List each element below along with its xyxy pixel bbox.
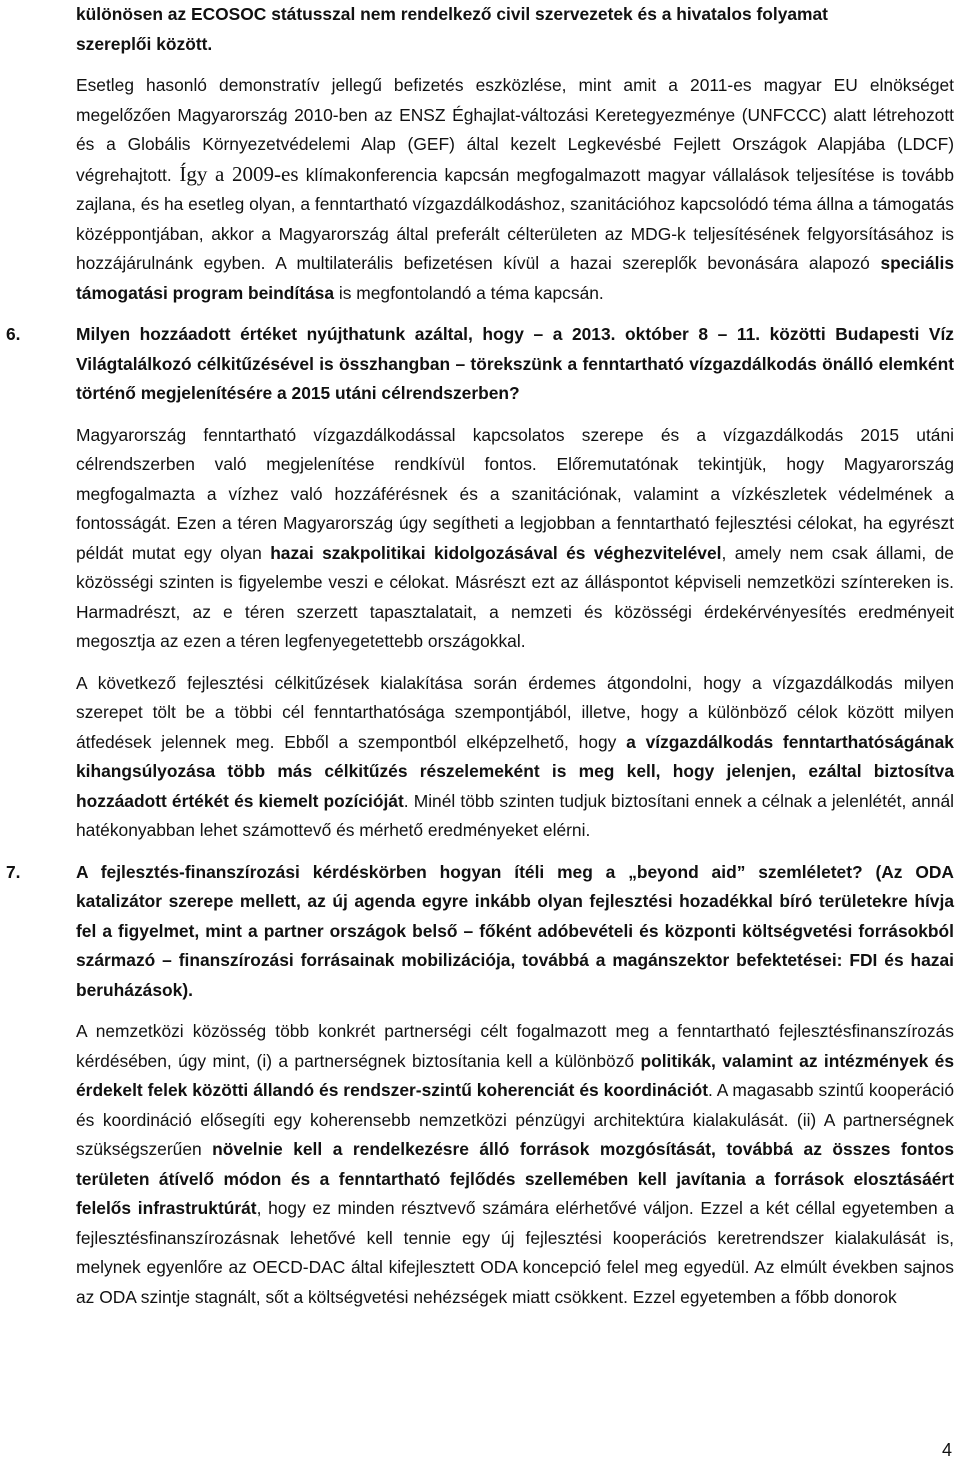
paragraph-3 bbox=[76, 669, 954, 846]
paragraph-3-text-a: A következő fejlesztési célkitűzések kialakítása során érdemes átgondolni, hogy a vízgazdálkodás milyen szerepet tölt be a többi cél fenntarthatósága szempontjából, illetve, hogy a különböző célok között milyen átfedések jelennek meg. Ebből a szempontból elképzelhető, hogy bbox=[76, 672, 954, 752]
question-7-text: A fejlesztés-finanszírozási kérdéskörben hogyan ítéli meg a „beyond aid” szemléletet? (Az ODA katalizátor szerepe mellett, az új agenda egyre inkább olyan fejlesztési hozadékkal bíró területekre hívja fel a figyelmet, mint a partner országok belső – főként adóbevételi és központi költségvetési forrásokból származó – finanszírozási forrásainak mobilizációja, továbbá a magánszektor befektetései: FDI és hazai beruházások). bbox=[76, 861, 954, 1000]
paragraph-1-text-c: klímakonferencia kapcsán megfogalmazott magyar vállalások teljesítése is tovább zajlana, és ha esetleg olyan, a fenntartható vízgazdálkodáshoz, szanitációhoz kapcsolódó téma állna a támogatás középpontjában, akkor a Magyarország által preferált célterületen az MDG-k teljesítésének felgyorsításához is hozzájárulnánk egyben. A multilaterális befizetésen kívül a hazai szereplők bevonására alapozó bbox=[76, 164, 954, 273]
question-6 bbox=[6, 320, 954, 409]
paragraph-2 bbox=[76, 421, 954, 657]
paragraph-4-bold-1: politikák, valamint az intézmények és érdekelt felek közötti állandó és rendszer-szintű koherenciát és koordinációt bbox=[76, 1050, 954, 1100]
page-number: 4 bbox=[941, 1440, 952, 1460]
paragraph-2-bold: hazai szakpolitikai kidolgozásával és véghezvitelével bbox=[270, 542, 722, 563]
paragraph-1-text-a: Esetleg hasonló demonstratív jellegű befizetés eszközlése, mint amit a 2011-es magyar EU elnökséget megelőzően Magyarország 2010-ben az ENSZ Éghajlat-változási Keretegyezménye (UNFCCC) alatt létrehozott és a Globális Környezetvédelemi Alap (GEF) által kezelt Legkevésbé Fejlett Országok Alapjába (LDCF) végrehajtott. bbox=[76, 75, 954, 185]
paragraph-4-text-a: A nemzetközi közösség több konkrét partnerségi célt fogalmazott meg a fenntartható fejlesztésfinanszírozás kérdésében, úgy mint, (i) a partnerségnek biztosítania kell a különböző bbox=[76, 1021, 954, 1071]
paragraph-3-text-c: . Minél több szinten tudjuk biztosítani ennek a célnak a jelenlétét, annál hatékonyabban lehet számottevő és mérhető eredményeket elérni. bbox=[76, 790, 954, 840]
paragraph-2-text-a: Magyarország fenntartható vízgazdálkodással kapcsolatos szerepe és a vízgazdálkodás 2015 utáni célrendszerben való megjelenítése rendkívül fontos. Előremutatónak tekintjük, hogy Magyarország megfogalmazta a vízhez való hozzáférésnek és a szanitációnak, valamint a vízkészletek védelmének a fontosságát. Ezen a téren Magyarország úgy segítheti a legjobban a fenntartható fejlesztési célokat, ha egyrészt példát mutat egy olyan bbox=[76, 424, 954, 563]
paragraph-1-text-e: is megfontolandó a téma kapcsán. bbox=[334, 282, 604, 303]
paragraph-4-bold-2: növelnie kell a rendelkezésre álló források mozgósítását, továbbá az összes fontos területen átívelő módon és a fenntartható fejlődés szellemében kell javítania a források elosztásáért felelős infrastruktúrát bbox=[76, 1139, 955, 1218]
paragraph-4 bbox=[76, 1017, 954, 1312]
intro-line-2: szereplői között. bbox=[76, 33, 213, 54]
paragraph-2-text-c: , amely nem csak állami, de közösségi szinten is figyelembe veszi e célokat. Másrészt ezt az álláspontot képviseli nemzetközi színtereken is. Harmadrészt, az e téren szerzett tapasztalatait, a nemzeti és közösségi érdekérvényesítés eredményeit megosztja az ezen a téren legfenyegetettebb országokkal. bbox=[76, 542, 954, 651]
paragraph-4-text-c: . A magasabb szintű kooperáció és koordináció elősegíti egy koherensebb nemzetközi pénzügyi architektúra kialakulását. (ii) A partnerségnek szükségszerűen bbox=[76, 1080, 954, 1159]
paragraph-4-text-e: , hogy ez minden résztvevő számára elérhetővé váljon. Ezzel a két céllal egyetemben a fejlesztésfinanszírozásnak lehetővé kell tennie egy új fejlesztési kooperációs keretrendszer kialakulását is, melynek egyenlőre az OECD-DAC által kifejlesztett ODA koncepció felel meg egyedül. Az elmúlt években sajnos az ODA szintje stagnált, sőt a költségvetési nehézségek miatt csökkent. Ezzel egyetemben a főbb donorok bbox=[76, 1198, 955, 1307]
paragraph-1 bbox=[76, 71, 954, 308]
intro-line-1: különösen az ECOSOC státusszal nem rendelkező civil szervezetek és a hivatalos folyamat bbox=[76, 4, 828, 24]
question-7-number: 7. bbox=[6, 861, 21, 882]
intro-text bbox=[76, 0, 954, 59]
document-page bbox=[6, 0, 955, 1312]
paragraph-3-bold: a vízgazdálkodás fenntarthatóságának kihangsúlyozása több más célkitűzés részelemeként is meg kell, hogy jelenjen, ezáltal biztosítva hozzáadott értékét és kiemelt pozícióját bbox=[76, 731, 954, 811]
question-6-number: 6. bbox=[6, 324, 21, 344]
question-7 bbox=[6, 858, 954, 1006]
paragraph-1-text-b: Így a 2009-es bbox=[171, 161, 299, 186]
question-6-text: Milyen hozzáadott értéket nyújthatunk azáltal, hogy – a 2013. október 8 – 11. közötti Budapesti Víz Világtalálkozó célkitűzésével is összhangban – törekszünk a fenntartható vízgazdálkodás önálló elemként történő megjelenítésére a 2015 utáni célrendszerben? bbox=[76, 324, 954, 403]
paragraph-1-bold: speciális támogatási program beindítása bbox=[76, 253, 954, 303]
